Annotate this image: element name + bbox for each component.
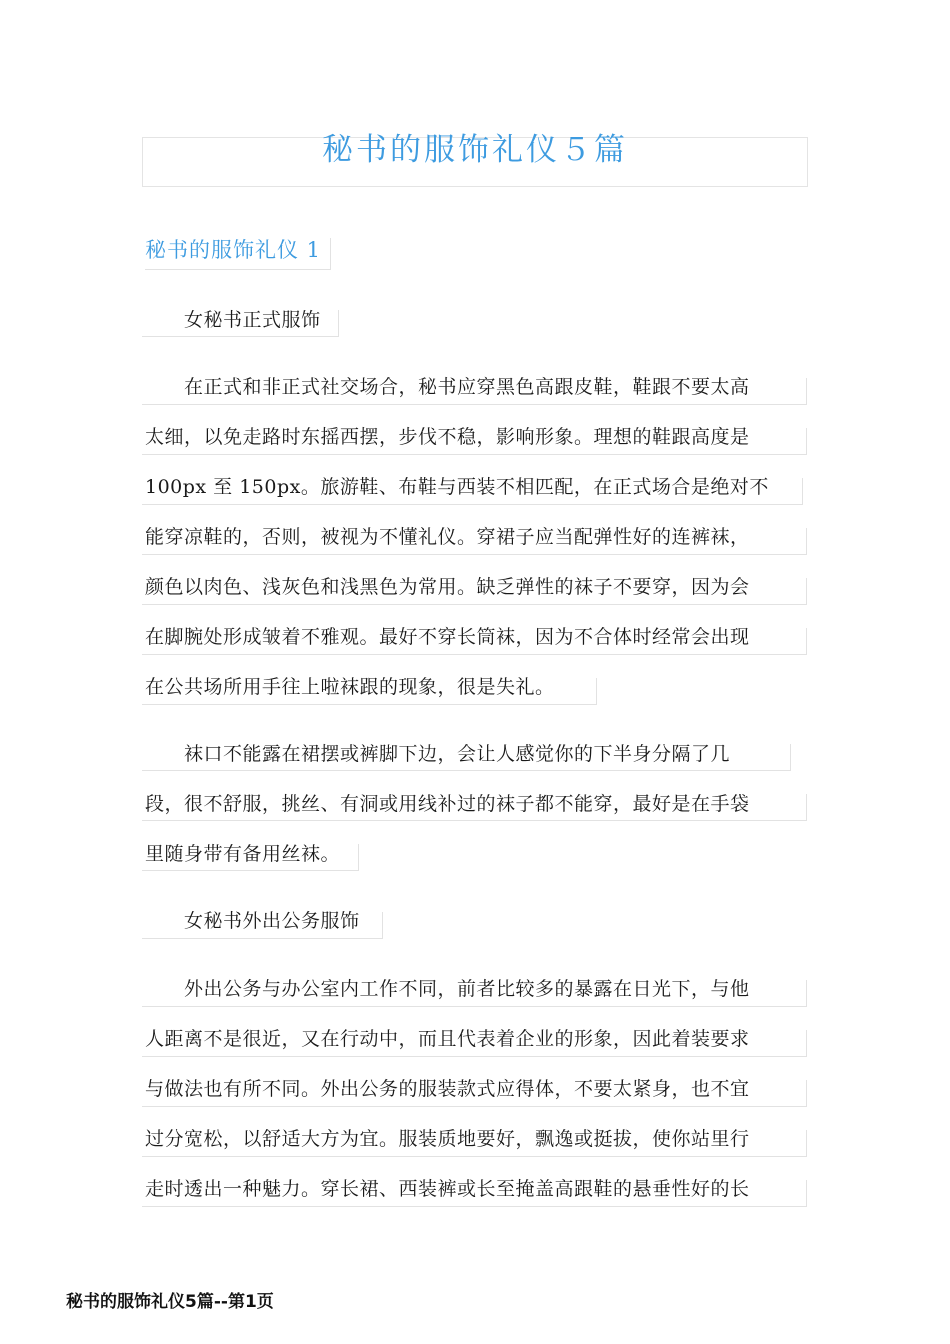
paragraph-line: 在公共场所用手往上啦袜跟的现象，很是失礼。 [145, 676, 555, 698]
page-title: 秘书的服饰礼仪５篇 [322, 132, 628, 168]
paragraph-line: 里随身带有备用丝袜。 [145, 843, 341, 865]
paragraph-line: 袜口不能露在裙摆或裤脚下边，会让人感觉你的下半身分隔了几 [145, 743, 731, 765]
subheading-formal: 女秘书正式服饰 [145, 309, 321, 331]
paragraph-line: 外出公务与办公室内工作不同，前者比较多的暴露在日光下，与他 [145, 978, 750, 1000]
paragraph-line: 在脚腕处形成皱着不雅观。最好不穿长筒袜，因为不合体时经常会出现 [145, 626, 750, 648]
page-footer: 秘书的服饰礼仪5篇--第1页 [66, 1292, 274, 1312]
paragraph-line: 颜色以肉色、浅灰色和浅黑色为常用。缺乏弹性的袜子不要穿，因为会 [145, 576, 750, 598]
paragraph-line: 能穿凉鞋的，否则，被视为不懂礼仪。穿裙子应当配弹性好的连裤袜， [145, 526, 750, 548]
paragraph-line: 段，很不舒服，挑丝、有洞或用线补过的袜子都不能穿，最好是在手袋 [145, 793, 750, 815]
subheading-outing: 女秘书外出公务服饰 [145, 910, 360, 932]
paragraph-line: 100px 至 150px。旅游鞋、布鞋与西装不相匹配，在正式场合是绝对不 [145, 476, 769, 498]
paragraph-line: 太细，以免走路时东摇西摆，步伐不稳，影响形象。理想的鞋跟高度是 [145, 426, 750, 448]
paragraph-line: 与做法也有所不同。外出公务的服装款式应得体，不要太紧身，也不宜 [145, 1078, 750, 1100]
paragraph-line: 人距离不是很近，又在行动中，而且代表着企业的形象，因此着装要求 [145, 1028, 750, 1050]
paragraph-line: 在正式和非正式社交场合，秘书应穿黑色高跟皮鞋，鞋跟不要太高 [145, 376, 750, 398]
section-heading: 秘书的服饰礼仪 1 [145, 238, 322, 262]
paragraph-line: 走时透出一种魅力。穿长裙、西装裤或长至掩盖高跟鞋的悬垂性好的长 [145, 1178, 750, 1200]
paragraph-line: 过分宽松，以舒适大方为宜。服装质地要好，飘逸或挺拔，使你站里行 [145, 1128, 750, 1150]
